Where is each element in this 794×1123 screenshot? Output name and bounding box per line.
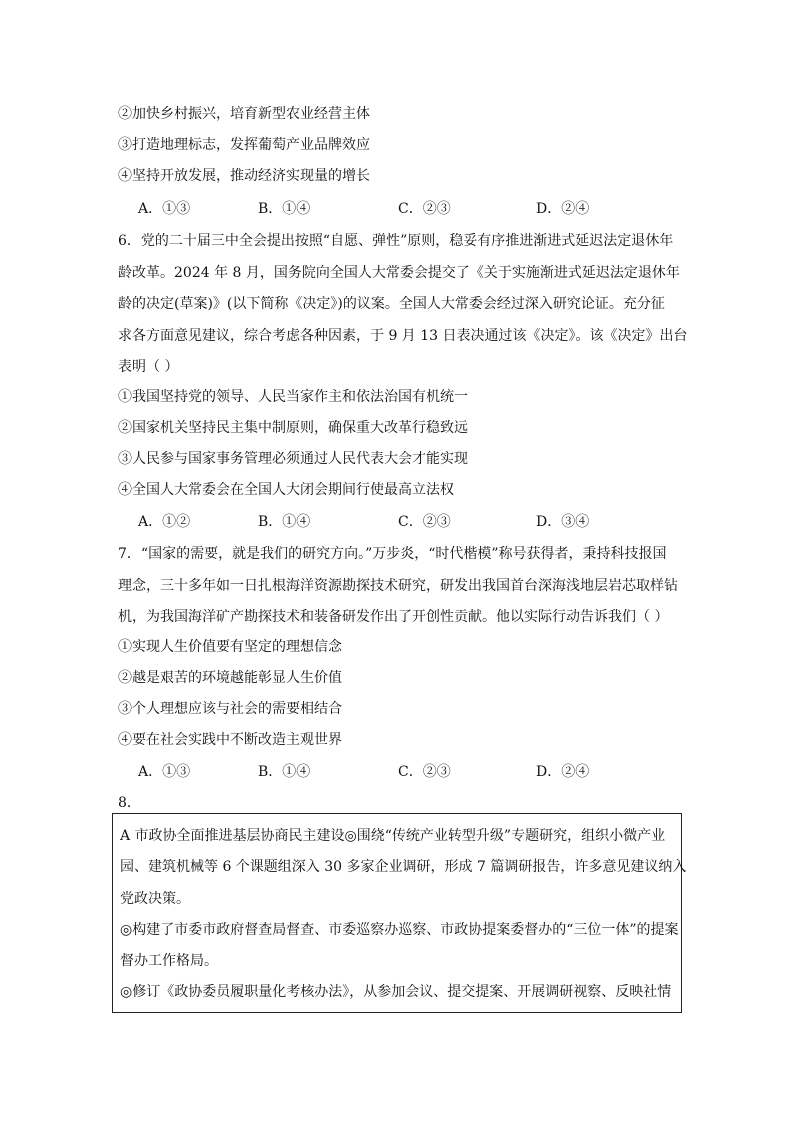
q7-options [138, 761, 698, 781]
q5-statement: ②加快乡村振兴，培育新型农业经营主体 [118, 106, 370, 122]
option-c: C．②③ [398, 514, 451, 530]
option-a: A．①② [138, 514, 191, 530]
option-d: D．②④ [536, 201, 590, 217]
q7-stem [118, 539, 686, 634]
q6-statement: ④全国人大常委会在全国人大闭会期间行使最高立法权 [118, 482, 454, 498]
option-c: C．②③ [398, 764, 451, 780]
option-b: B．①④ [258, 201, 311, 217]
q7-statement: ②越是艰苦的环境越能彰显人生价值 [118, 670, 342, 686]
q6-stem-line: 表明（ ） [118, 359, 179, 375]
q8-material-line: 党政决策。 [120, 891, 190, 907]
q8-number: 8． [118, 795, 141, 811]
q8-material-line: A 市政协全面推进基层协商民主建设◎围绕“传统产业转型升级”专题研究，组织小微产业 [120, 828, 666, 844]
q6-stem-line: 龄改革。2024 年 8 月，国务院向全国人大常委会提交了《关于实施渐进式延迟法定退休年 [118, 264, 680, 281]
option-d: D．③④ [536, 514, 590, 530]
q7-stem-line: 机，为我国海洋矿产勘探技术和装备研发作出了开创性贡献。他以实际行动告诉我们（ ） [118, 609, 669, 625]
q5-statement: ③打造地理标志，发挥葡萄产业品牌效应 [118, 137, 370, 153]
q8-material-line: 园、建筑机械等 6 个课题组深入 30 多家企业调研，形成 7 篇调研报告，许多意见建议纳入 [120, 859, 687, 875]
option-c: C．②③ [398, 201, 451, 217]
q7-stem-line: 理念，三十多年如一日扎根海洋资源勘探技术研究，研发出我国首台深海浅地层岩芯取样钻 [118, 577, 678, 594]
option-a: A．①③ [138, 201, 191, 217]
q6-statement: ①我国坚持党的领导、人民当家作主和依法治国有机统一 [118, 389, 468, 405]
q7-statement: ④要在社会实践中不断改造主观世界 [118, 732, 342, 748]
q6-statement: ③人民参与国家事务管理必须通过人民代表大会才能实现 [118, 451, 468, 467]
q7-stem-line: 7．“国家的需要，就是我们的研究方向。”万步炎，“时代楷模”称号获得者，秉持科技报国 [118, 546, 667, 562]
option-a: A．①③ [138, 764, 191, 780]
q8-material-line: 督办工作格局。 [120, 953, 218, 969]
q6-stem-line: 龄的决定(草案)》(以下简称《决定》)的议案。全国人大常委会经过深入研究论证。充分征 [118, 296, 665, 312]
q6-stem-line: 求各方面意见建议，综合考虑各种因素，于 9 月 13 日表决通过该《决定》。该《决定》出台 [118, 327, 688, 344]
q8-material-box [112, 813, 687, 1013]
q6-options [138, 511, 698, 531]
q8-material-line: ◎构建了市委市政府督查局督查、市委巡察办巡察、市政协提案委督办的“三位一体”的提案 [120, 922, 679, 938]
option-b: B．①④ [258, 764, 311, 780]
q5-statement: ④坚持开放发展，推动经济实现量的增长 [118, 168, 370, 184]
q6-stem [118, 226, 686, 384]
q6-stem-line: 6．党的二十届三中全会提出按照“自愿、弹性”原则，稳妥有序推进渐进式延迟法定退休年 [118, 233, 674, 249]
q8-material-line: ◎修订《政协委员履职量化考核办法》，从参加会议、提交提案、开展调研视察、反映社情 [120, 984, 672, 1000]
option-d: D．②④ [536, 764, 590, 780]
q5-options [138, 198, 698, 218]
q6-statement: ②国家机关坚持民主集中制原则，确保重大改革行稳致远 [118, 420, 468, 436]
q7-statement: ①实现人生价值要有坚定的理想信念 [118, 639, 342, 655]
q7-statement: ③个人理想应该与社会的需要相结合 [118, 701, 342, 717]
option-b: B．①④ [258, 514, 311, 530]
